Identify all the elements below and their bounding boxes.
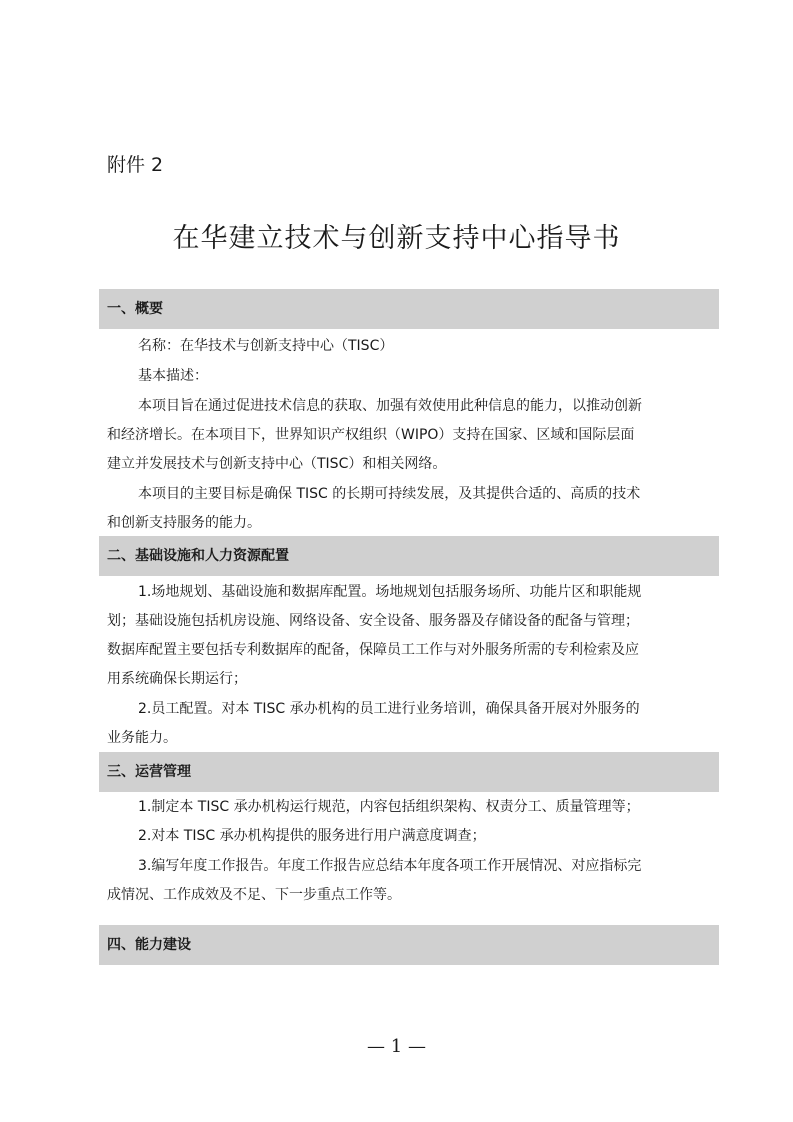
section-heading-infrastructure: 二、基础设施和人力资源配置 (99, 536, 719, 576)
section-heading-operations: 三、运营管理 (99, 752, 719, 792)
paragraph-line: 本项目的主要目标是确保 TISC 的长期可持续发展，及其提供合适的、高质的技术 (138, 486, 641, 502)
paragraph-line: 用系统确保长期运行； (107, 671, 247, 687)
page-number: — 1 — (367, 1036, 426, 1057)
paragraph-line: 3.编写年度工作报告。年度工作报告应总结本年度各项工作开展情况、对应指标完 (138, 858, 642, 874)
paragraph-line: 2.员工配置。对本 TISC 承办机构的员工进行业务培训，确保具备开展对外服务的 (138, 701, 640, 717)
paragraph-line: 1.场地规划、基础设施和数据库配置。场地规划包括服务场所、功能片区和职能规 (138, 584, 642, 600)
attachment-label: 附件 2 (107, 154, 164, 176)
document-title: 在华建立技术与创新支持中心指导书 (172, 223, 621, 254)
section-heading-capacity: 四、能力建设 (99, 925, 719, 965)
paragraph-line: 本项目旨在通过促进技术信息的获取、加强有效使用此种信息的能力，以推动创新 (138, 398, 642, 414)
paragraph-line: 划；基础设施包括机房设施、网络设备、安全设备、服务器及存储设备的配备与管理； (107, 613, 639, 629)
paragraph-line: 基本描述： (138, 368, 208, 384)
paragraph-line: 2.对本 TISC 承办机构提供的服务进行用户满意度调查； (138, 828, 486, 844)
paragraph-line: 名称：在华技术与创新支持中心（TISC） (138, 338, 394, 354)
paragraph-line: 业务能力。 (107, 730, 177, 746)
paragraph-line: 建立并发展技术与创新支持中心（TISC）和相关网络。 (107, 456, 447, 472)
paragraph-line: 数据库配置主要包括专利数据库的配备，保障员工工作与对外服务所需的专利检索及应 (107, 642, 639, 658)
paragraph-line: 和经济增长。在本项目下，世界知识产权组织（WIPO）支持在国家、区域和国际层面 (107, 427, 635, 443)
paragraph-line: 和创新支持服务的能力。 (107, 515, 261, 531)
paragraph-line: 成情况、工作成效及不足、下一步重点工作等。 (107, 887, 401, 903)
section-heading-overview: 一、概要 (99, 289, 719, 329)
paragraph-line: 1.制定本 TISC 承办机构运行规范，内容包括组织架构、权责分工、质量管理等； (138, 799, 640, 815)
